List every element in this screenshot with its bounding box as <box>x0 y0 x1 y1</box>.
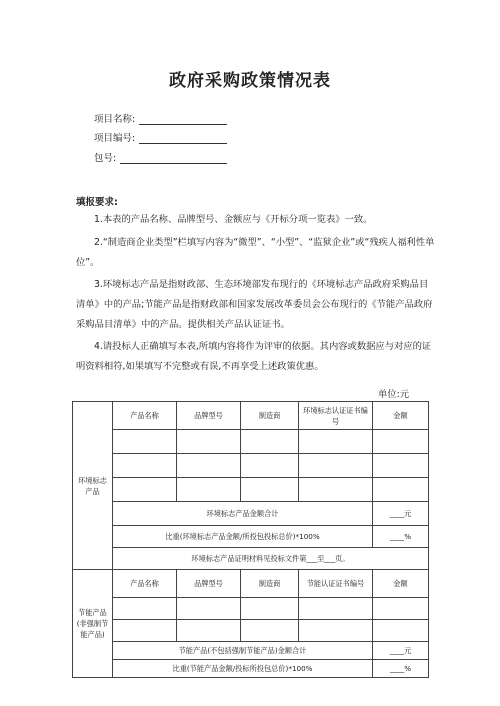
input-cell[interactable] <box>373 478 429 502</box>
table-row <box>73 570 429 598</box>
table-row <box>73 454 429 478</box>
header-cell: 品牌型号 <box>177 570 241 598</box>
header-cell: 产品名称 <box>113 570 177 598</box>
requirement-paragraph: 3.环境标志产品是指财政部、生态环境部发布现行的《环境标志产品政府采购品目清单》中的产品;节能产品是指财政部和国家发展改革委员会公布现行的《节能产品政府采购品目清单》中的产品。提供相关产品认证证书。 <box>76 279 433 330</box>
input-cell[interactable] <box>373 620 429 642</box>
input-cell[interactable] <box>177 598 241 620</box>
package-number-blank[interactable] <box>120 152 227 164</box>
requirements-title: 填报要求: <box>76 197 118 208</box>
input-cell[interactable] <box>299 620 373 642</box>
field-label: 包号: <box>94 153 117 164</box>
input-cell[interactable] <box>241 598 299 620</box>
project-number-field <box>94 130 227 144</box>
input-cell[interactable] <box>241 454 299 478</box>
energy-group-label: 节能产品(非强制节能产品) <box>73 570 113 678</box>
env-ref-text: 环境标志产品证明材料见投标文件第___至___页。 <box>113 548 429 570</box>
package-number-field <box>94 150 227 164</box>
input-cell[interactable] <box>241 430 299 454</box>
table-row <box>73 502 429 526</box>
input-cell[interactable] <box>299 454 373 478</box>
project-number-blank[interactable] <box>139 132 227 144</box>
field-label: 项目编号: <box>94 133 136 144</box>
input-cell[interactable] <box>113 454 177 478</box>
input-cell[interactable] <box>373 454 429 478</box>
input-cell[interactable] <box>241 478 299 502</box>
requirement-paragraph: 1.本表的产品名称、品牌型号、金额应与《开标分项一览表》一致。 <box>94 214 373 225</box>
table-row <box>73 642 429 660</box>
header-cell: 产品名称 <box>113 402 177 430</box>
energy-ratio-value[interactable]: ____% <box>373 660 429 678</box>
table-row <box>73 478 429 502</box>
input-cell[interactable] <box>177 430 241 454</box>
table-row <box>73 526 429 548</box>
energy-total-label: 节能产品(不包括强制节能产品)金额合计 <box>113 642 373 660</box>
env-total-value[interactable]: ____元 <box>373 502 429 526</box>
input-cell[interactable] <box>241 620 299 642</box>
env-ratio-value[interactable]: ____% <box>373 526 429 548</box>
env-total-label: 环境标志产品金额合计 <box>113 502 373 526</box>
project-name-field <box>94 111 227 125</box>
input-cell[interactable] <box>373 598 429 620</box>
page-title: 政府采购政策情况表 <box>169 71 331 91</box>
header-cell: 环境标志认证证书编号 <box>299 402 373 430</box>
header-cell: 金额 <box>373 402 429 430</box>
header-cell: 品牌型号 <box>177 402 241 430</box>
header-cell: 制造商 <box>241 402 299 430</box>
input-cell[interactable] <box>299 478 373 502</box>
field-label: 项目名称: <box>94 114 136 125</box>
input-cell[interactable] <box>177 620 241 642</box>
input-cell[interactable] <box>299 430 373 454</box>
env-group-label: 环境标志产品 <box>73 402 113 570</box>
unit-label: 单位:元 <box>378 389 410 400</box>
input-cell[interactable] <box>113 598 177 620</box>
env-ratio-label: 比重(环境标志产品金额/所投包投标总价)*100% <box>113 526 373 548</box>
input-cell[interactable] <box>113 478 177 502</box>
table-row <box>73 402 429 430</box>
input-cell[interactable] <box>373 430 429 454</box>
requirement-paragraph: 2.“制造商企业类型”栏填写内容为“微型”、“小型”、“监狱企业”或“残疾人福利性单位”。 <box>76 237 435 268</box>
table-row <box>73 598 429 620</box>
requirement-paragraph: 4.请投标人正确填写本表,所填内容将作为评审的依据。其内容或数据应与对应的证明资料相符,如果填写不完整或有误,不再享受上述政策优惠。 <box>76 341 432 372</box>
input-cell[interactable] <box>299 598 373 620</box>
table-row <box>73 620 429 642</box>
input-cell[interactable] <box>177 478 241 502</box>
energy-total-value[interactable]: ____元 <box>373 642 429 660</box>
table-row <box>73 430 429 454</box>
input-cell[interactable] <box>113 620 177 642</box>
project-name-blank[interactable] <box>139 113 227 125</box>
energy-ratio-label: 比重(节能产品金额/投标所投包总价)*100% <box>113 660 373 678</box>
table-row <box>73 548 429 570</box>
input-cell[interactable] <box>113 430 177 454</box>
policy-table <box>72 401 429 678</box>
header-cell: 节能认证证书编号 <box>299 570 373 598</box>
header-cell: 制造商 <box>241 570 299 598</box>
table-row <box>73 660 429 678</box>
input-cell[interactable] <box>177 454 241 478</box>
header-cell: 金额 <box>373 570 429 598</box>
